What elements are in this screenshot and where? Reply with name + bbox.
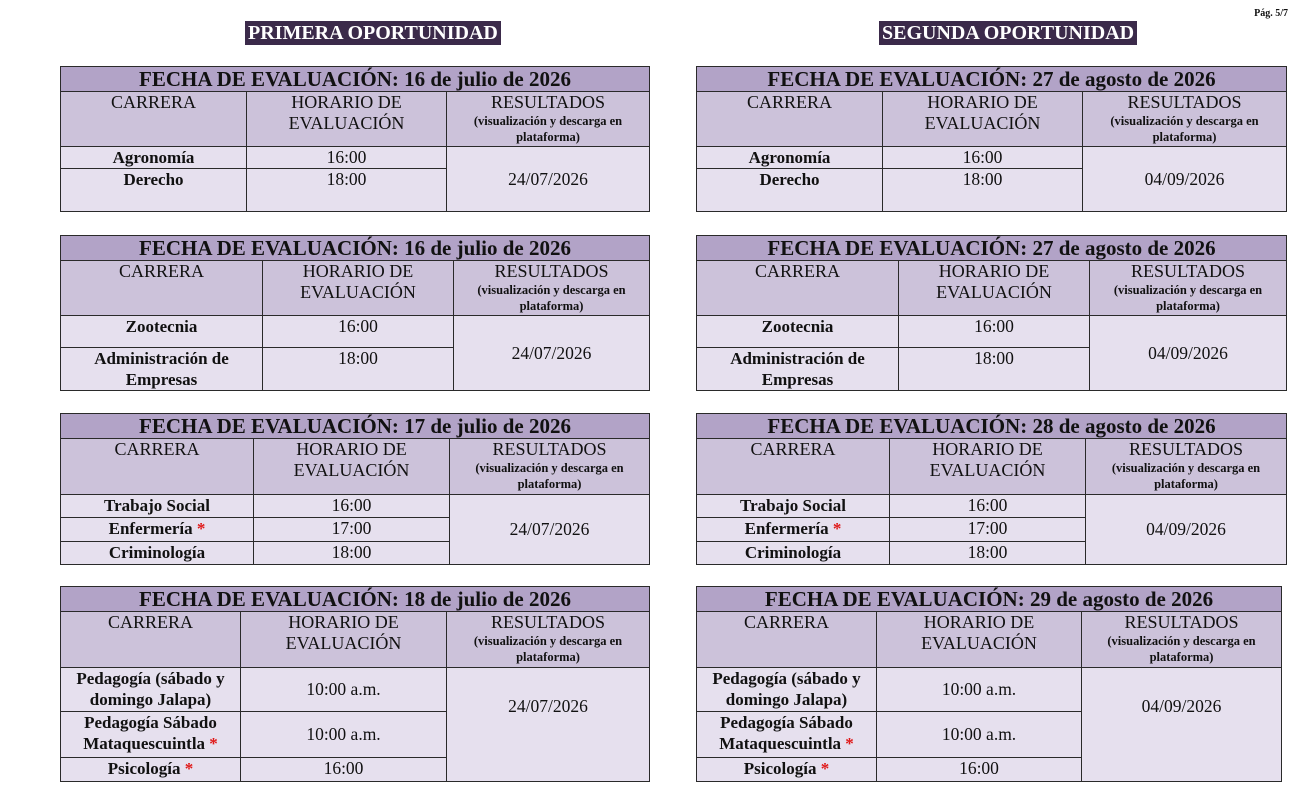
header-horario: HORARIO DE EVALUACIÓN	[241, 612, 447, 668]
carrera-cell: Enfermería *	[61, 518, 254, 542]
horario-cell: 10:00 a.m.	[877, 712, 1082, 758]
resultados-date: 24/07/2026	[447, 147, 650, 212]
required-asterisk: *	[209, 734, 218, 753]
header-horario: HORARIO DE EVALUACIÓN	[899, 261, 1090, 316]
carrera-cell: Psicología *	[697, 758, 877, 782]
carrera-cell: Agronomía	[61, 147, 247, 169]
carrera-cell: Criminología	[697, 542, 890, 565]
horario-cell: 16:00	[241, 758, 447, 782]
carrera-cell: Trabajo Social	[61, 495, 254, 518]
header-horario: HORARIO DE EVALUACIÓN	[263, 261, 454, 316]
horario-cell: 18:00	[890, 542, 1086, 565]
header-horario: HORARIO DE EVALUACIÓN	[877, 612, 1082, 668]
schedule-table	[696, 66, 1287, 212]
header-resultados: RESULTADOS (visualización y descarga en plataforma)	[447, 612, 650, 668]
header-horario: HORARIO DE EVALUACIÓN	[890, 439, 1086, 495]
carrera-cell: Pedagogía Sábado Mataquescuintla *	[61, 712, 241, 758]
header-carrera: CARRERA	[61, 612, 241, 668]
header-carrera: CARRERA	[61, 439, 254, 495]
horario-cell: 10:00 a.m.	[877, 668, 1082, 712]
header-resultados: RESULTADOS (visualización y descarga en plataforma)	[454, 261, 650, 316]
horario-cell: 17:00	[890, 518, 1086, 542]
header-resultados: RESULTADOS (visualización y descarga en plataforma)	[1086, 439, 1287, 495]
horario-cell: 16:00	[247, 147, 447, 169]
carrera-cell: Zootecnia	[697, 316, 899, 348]
carrera-cell: Pedagogía (sábado y domingo Jalapa)	[61, 668, 241, 712]
header-resultados: RESULTADOS (visualización y descarga en plataforma)	[1083, 92, 1287, 147]
header-carrera: CARRERA	[697, 612, 877, 668]
horario-cell: 18:00	[899, 348, 1090, 391]
header-resultados: RESULTADOS (visualización y descarga en plataforma)	[1090, 261, 1287, 316]
resultados-date: 24/07/2026	[450, 495, 650, 565]
header-horario: HORARIO DE EVALUACIÓN	[247, 92, 447, 147]
carrera-cell: Enfermería *	[697, 518, 890, 542]
horario-cell: 18:00	[254, 542, 450, 565]
resultados-date: 24/07/2026	[447, 668, 650, 782]
header-carrera: CARRERA	[61, 92, 247, 147]
schedule-table	[60, 586, 650, 782]
horario-cell: 16:00	[877, 758, 1082, 782]
primera-oportunidad-heading: PRIMERA OPORTUNIDAD	[245, 21, 501, 45]
required-asterisk: *	[184, 759, 194, 778]
horario-cell: 16:00	[899, 316, 1090, 348]
carrera-cell: Agronomía	[697, 147, 883, 169]
schedule-table	[60, 413, 650, 565]
required-asterisk: *	[820, 759, 830, 778]
page-number: Pág. 5/7	[1254, 8, 1288, 19]
horario-cell: 17:00	[254, 518, 450, 542]
header-horario: HORARIO DE EVALUACIÓN	[254, 439, 450, 495]
resultados-date: 04/09/2026	[1082, 668, 1282, 782]
horario-cell: 18:00	[247, 169, 447, 212]
horario-cell: 16:00	[254, 495, 450, 518]
evaluation-date-title: FECHA DE EVALUACIÓN: 16 de julio de 2026	[61, 236, 650, 261]
evaluation-date-title: FECHA DE EVALUACIÓN: 29 de agosto de 2026	[697, 587, 1282, 612]
carrera-cell: Derecho	[61, 169, 247, 212]
evaluation-date-title: FECHA DE EVALUACIÓN: 28 de agosto de 2026	[697, 414, 1287, 439]
horario-cell: 16:00	[263, 316, 454, 348]
schedule-table	[696, 413, 1287, 565]
segunda-oportunidad-heading: SEGUNDA OPORTUNIDAD	[879, 21, 1137, 45]
resultados-date: 24/07/2026	[454, 316, 650, 391]
horario-cell: 10:00 a.m.	[241, 712, 447, 758]
header-resultados: RESULTADOS (visualización y descarga en plataforma)	[1082, 612, 1282, 668]
carrera-cell: Administración de Empresas	[697, 348, 899, 391]
required-asterisk: *	[845, 734, 854, 753]
horario-cell: 18:00	[263, 348, 454, 391]
carrera-cell: Derecho	[697, 169, 883, 212]
header-carrera: CARRERA	[61, 261, 263, 316]
evaluation-date-title: FECHA DE EVALUACIÓN: 16 de julio de 2026	[61, 67, 650, 92]
evaluation-date-title: FECHA DE EVALUACIÓN: 27 de agosto de 2026	[697, 67, 1287, 92]
evaluation-date-title: FECHA DE EVALUACIÓN: 27 de agosto de 2026	[697, 236, 1287, 261]
evaluation-date-title: FECHA DE EVALUACIÓN: 17 de julio de 2026	[61, 414, 650, 439]
required-asterisk: *	[832, 519, 842, 538]
horario-cell: 18:00	[883, 169, 1083, 212]
header-resultados: RESULTADOS (visualización y descarga en plataforma)	[447, 92, 650, 147]
resultados-date: 04/09/2026	[1086, 495, 1287, 565]
horario-cell: 16:00	[883, 147, 1083, 169]
carrera-cell: Pedagogía (sábado y domingo Jalapa)	[697, 668, 877, 712]
header-horario: HORARIO DE EVALUACIÓN	[883, 92, 1083, 147]
carrera-cell: Zootecnia	[61, 316, 263, 348]
schedule-table	[60, 66, 650, 212]
schedule-table	[60, 235, 650, 391]
carrera-cell: Administración de Empresas	[61, 348, 263, 391]
resultados-date: 04/09/2026	[1083, 147, 1287, 212]
resultados-date: 04/09/2026	[1090, 316, 1287, 391]
required-asterisk: *	[196, 519, 206, 538]
header-carrera: CARRERA	[697, 261, 899, 316]
carrera-cell: Psicología *	[61, 758, 241, 782]
carrera-cell: Trabajo Social	[697, 495, 890, 518]
horario-cell: 10:00 a.m.	[241, 668, 447, 712]
schedule-table	[696, 586, 1282, 782]
schedule-table	[696, 235, 1287, 391]
horario-cell: 16:00	[890, 495, 1086, 518]
header-carrera: CARRERA	[697, 92, 883, 147]
evaluation-date-title: FECHA DE EVALUACIÓN: 18 de julio de 2026	[61, 587, 650, 612]
header-resultados: RESULTADOS (visualización y descarga en plataforma)	[450, 439, 650, 495]
header-carrera: CARRERA	[697, 439, 890, 495]
carrera-cell: Criminología	[61, 542, 254, 565]
carrera-cell: Pedagogía Sábado Mataquescuintla *	[697, 712, 877, 758]
